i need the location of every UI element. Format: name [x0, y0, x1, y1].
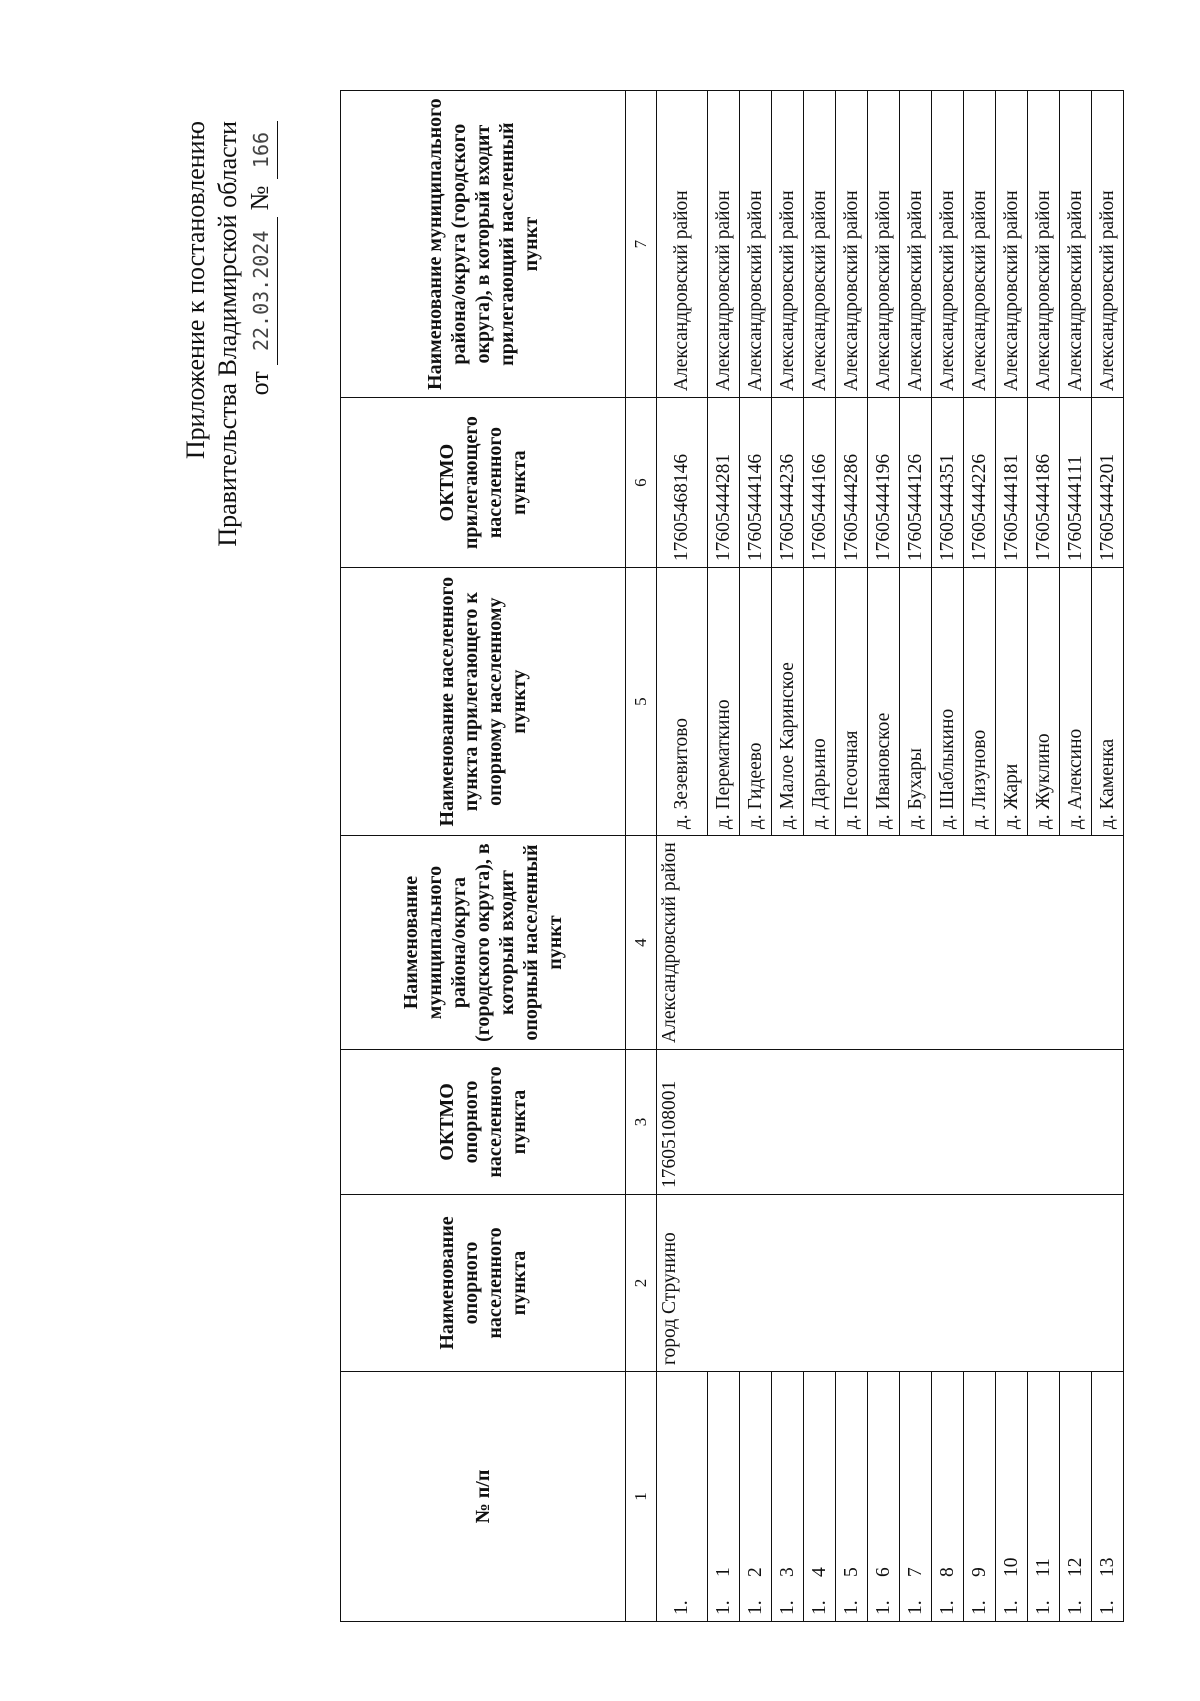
row-number-minor: 10	[1000, 1557, 1022, 1577]
column-header-base-district: Наименование муниципального района/округа (городского округа), в который входит опорный населенный пункт	[341, 836, 626, 1050]
adjacent-settlement-oktmo: 17605444146	[740, 398, 772, 568]
adjacent-settlement-name: д. Алексино	[1060, 568, 1092, 836]
row-number-major: 1.	[712, 1600, 734, 1615]
row-number	[900, 1372, 932, 1622]
adjacent-settlement-oktmo: 17605468146	[657, 398, 708, 568]
document-header	[180, 121, 278, 681]
base-settlement-oktmo: 17605108001	[657, 1050, 1124, 1195]
column-number: 7	[626, 91, 657, 398]
settlements-table	[340, 90, 1124, 1622]
adjacent-settlement-oktmo: 17605444351	[932, 398, 964, 568]
row-number	[1060, 1372, 1092, 1622]
table-row	[657, 91, 708, 1622]
table-body	[341, 91, 1124, 1622]
column-header-adjacent-district: Наименование муниципального района/округа (городского округа), в который входит прилегающий населенный пункт	[341, 91, 626, 398]
header-line-3	[244, 121, 278, 681]
adjacent-settlement-district: Александровский район	[804, 91, 836, 398]
column-number: 1	[626, 1372, 657, 1622]
row-number-minor: 7	[904, 1567, 926, 1577]
adjacent-settlement-district: Александровский район	[932, 91, 964, 398]
adjacent-settlement-name: д. Каменка	[1092, 568, 1124, 836]
row-number	[964, 1372, 996, 1622]
adjacent-settlement-district: Александровский район	[740, 91, 772, 398]
adjacent-settlement-district: Александровский район	[964, 91, 996, 398]
adjacent-settlement-oktmo: 17605444201	[1092, 398, 1124, 568]
row-number	[932, 1372, 964, 1622]
row-number	[836, 1372, 868, 1622]
adjacent-settlement-name: д. Ивановское	[868, 568, 900, 836]
row-number-major: 1.	[840, 1600, 862, 1615]
column-number: 3	[626, 1050, 657, 1195]
row-number	[868, 1372, 900, 1622]
adjacent-settlement-name: д. Гидеево	[740, 568, 772, 836]
row-number: 1.	[657, 1372, 708, 1622]
adjacent-settlement-district: Александровский район	[1028, 91, 1060, 398]
row-number-major: 1.	[904, 1600, 926, 1615]
adjacent-settlement-name: д. Бухары	[900, 568, 932, 836]
column-number-row	[626, 91, 657, 1622]
decree-date: 22.03.2024	[245, 217, 278, 365]
number-prefix: №	[245, 185, 274, 211]
row-number-major: 1.	[872, 1600, 894, 1615]
row-number-major: 1.	[744, 1600, 766, 1615]
row-number-minor: 9	[968, 1567, 990, 1577]
column-number: 6	[626, 398, 657, 568]
row-number-minor: 1	[712, 1567, 734, 1577]
adjacent-settlement-oktmo: 17605444226	[964, 398, 996, 568]
row-number	[708, 1372, 740, 1622]
adjacent-settlement-oktmo: 17605444126	[900, 398, 932, 568]
adjacent-settlement-name: д. Малое Каринское	[772, 568, 804, 836]
header-row	[341, 91, 626, 1622]
row-number-minor: 12	[1064, 1557, 1086, 1577]
decree-number: 166	[245, 121, 278, 179]
row-number-major: 1.	[1032, 1600, 1054, 1615]
adjacent-settlement-district: Александровский район	[772, 91, 804, 398]
column-header-base-name: Наименование опорного населенного пункта	[341, 1195, 626, 1372]
adjacent-settlement-district: Александровский район	[657, 91, 708, 398]
row-number-minor: 4	[808, 1567, 830, 1577]
row-number-minor: 8	[936, 1567, 958, 1577]
adjacent-settlement-oktmo: 17605444286	[836, 398, 868, 568]
row-number	[1028, 1372, 1060, 1622]
column-header-adjacent-name: Наименование населенного пункта прилегающего к опорному населенному пункту	[341, 568, 626, 836]
adjacent-settlement-oktmo: 17605444186	[1028, 398, 1060, 568]
row-number-minor: 3	[776, 1567, 798, 1577]
adjacent-settlement-district: Александровский район	[708, 91, 740, 398]
adjacent-settlement-oktmo: 17605444236	[772, 398, 804, 568]
adjacent-settlement-district: Александровский район	[1060, 91, 1092, 398]
adjacent-settlement-name: д. Песочная	[836, 568, 868, 836]
row-number	[772, 1372, 804, 1622]
adjacent-settlement-name: д. Лизуново	[964, 568, 996, 836]
adjacent-settlement-name: д. Жуклино	[1028, 568, 1060, 836]
adjacent-settlement-district: Александровский район	[996, 91, 1028, 398]
adjacent-settlement-name: д. Жари	[996, 568, 1028, 836]
column-header-adjacent-oktmo: ОКТМО прилегающего населенного пункта	[341, 398, 626, 568]
row-number-major: 1.	[968, 1600, 990, 1615]
adjacent-settlement-district: Александровский район	[900, 91, 932, 398]
row-number-major: 1.	[1096, 1600, 1118, 1615]
adjacent-settlement-district: Александровский район	[1092, 91, 1124, 398]
adjacent-settlement-oktmo: 17605444196	[868, 398, 900, 568]
adjacent-settlement-district: Александровский район	[868, 91, 900, 398]
adjacent-settlement-oktmo: 17605444166	[804, 398, 836, 568]
row-number	[996, 1372, 1028, 1622]
row-number-major: 1.	[1064, 1600, 1086, 1615]
column-number: 4	[626, 836, 657, 1050]
adjacent-settlement-name: д. Дарьино	[804, 568, 836, 836]
row-number	[1092, 1372, 1124, 1622]
row-number-minor: 6	[872, 1567, 894, 1577]
base-settlement-district: Александровский район	[657, 836, 1124, 1050]
header-line-2: Правительства Владимирской области	[213, 121, 242, 547]
column-header-base-oktmo: ОКТМО опорного населенного пункта	[341, 1050, 626, 1195]
row-number-minor: 13	[1096, 1557, 1118, 1577]
date-prefix: от	[245, 371, 274, 396]
row-number-minor: 11	[1032, 1558, 1054, 1577]
row-number-major: 1.	[776, 1600, 798, 1615]
row-number-major: 1.	[936, 1600, 958, 1615]
adjacent-settlement-name: д. Шаблыкино	[932, 568, 964, 836]
adjacent-settlement-oktmo: 17605444281	[708, 398, 740, 568]
row-number-minor: 5	[840, 1567, 862, 1577]
row-number	[804, 1372, 836, 1622]
column-header-number: № п/п	[341, 1372, 626, 1622]
adjacent-settlement-name: д. Зезевитово	[657, 568, 708, 836]
adjacent-settlement-oktmo: 17605444181	[996, 398, 1028, 568]
row-number-minor: 2	[744, 1567, 766, 1577]
header-line-1: Приложение к постановлению	[181, 121, 210, 460]
adjacent-settlement-oktmo: 17605444111	[1060, 398, 1092, 568]
row-number-major: 1.	[808, 1600, 830, 1615]
row-number	[740, 1372, 772, 1622]
settlements-table-wrapper	[340, 90, 1124, 1622]
column-number: 2	[626, 1195, 657, 1372]
adjacent-settlement-name: д. Перематкино	[708, 568, 740, 836]
row-number-major: 1.	[1000, 1600, 1022, 1615]
base-settlement-name: город Струнино	[657, 1195, 1124, 1372]
column-number: 5	[626, 568, 657, 836]
adjacent-settlement-district: Александровский район	[836, 91, 868, 398]
